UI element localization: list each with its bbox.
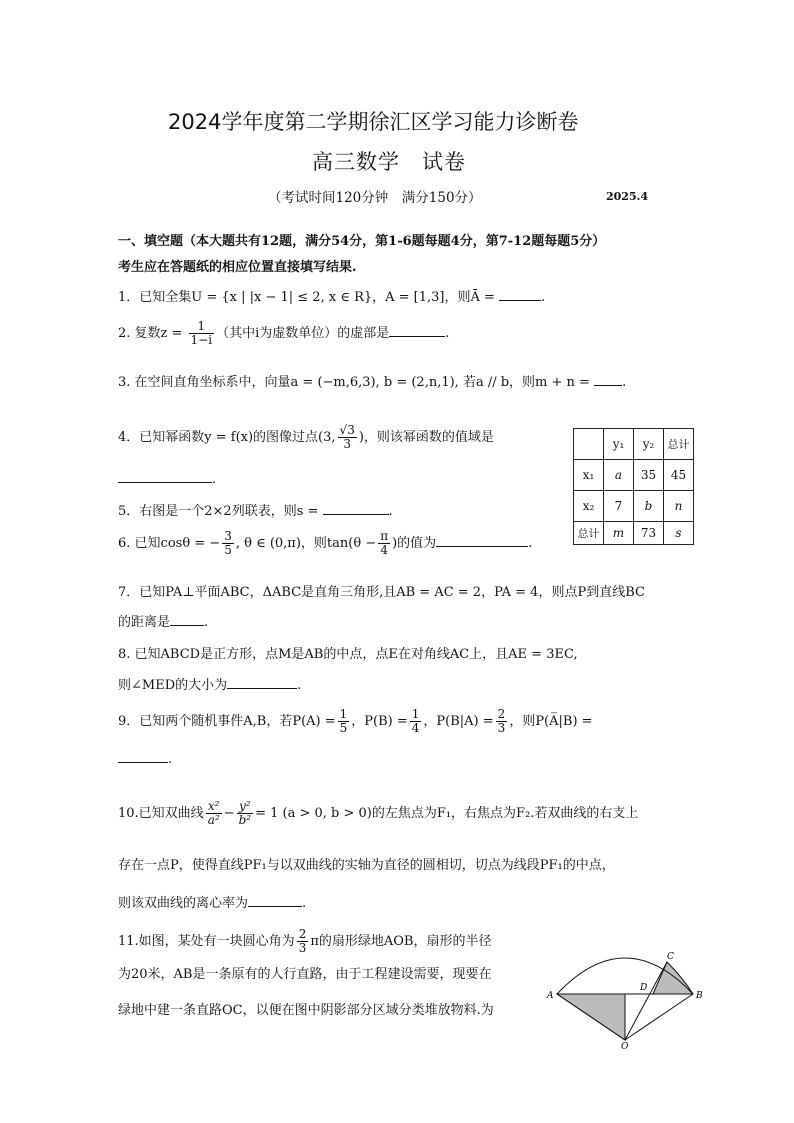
fraction-denominator: 5 (339, 721, 348, 735)
table-cell: 7 (604, 491, 634, 522)
question-7-line1: 7．已知PA⊥平面ABC，ΔABC是直角三角形,且AB = AC = 2，PA = 4，则点P到直线BC (118, 585, 645, 600)
question-8-line1: 8. 已知ABCD是正方形，点M是AB的中点，点E在对角线AC上，且AE = 3EC, (118, 647, 578, 662)
fraction (297, 928, 309, 955)
table-cell: n (664, 491, 694, 522)
question-9-mid1: ，P(B) = (351, 714, 408, 729)
question-3-text: 3. 在空间直角坐标系中，向量a = (−m,6,3), b = (2,n,1), 若a // b，则m + n = (118, 375, 595, 390)
exam-title: 2024学年度第二学期徐汇区学习能力诊断卷 (168, 110, 579, 134)
question-5: 5．右图是一个2×2列联表，则s = . (118, 504, 393, 519)
fraction-numerator: √3 (339, 423, 355, 437)
question-4 (118, 424, 494, 451)
fraction-denominator: 5 (224, 543, 232, 557)
fraction-denominator: 3 (298, 941, 307, 955)
question-3: 3. 在空间直角坐标系中，向量a = (−m,6,3), b = (2,n,1), 若a // b，则m + n = . (118, 375, 627, 390)
point-label-b: B (696, 991, 703, 1001)
fraction-denominator: 3 (497, 721, 506, 735)
table-cell: m (604, 522, 634, 545)
fraction (338, 708, 350, 735)
table-header-cell (574, 429, 604, 460)
fraction (410, 708, 422, 735)
fraction-numerator: y² (237, 800, 254, 814)
fraction-numerator: x² (206, 800, 222, 814)
table-cell: 45 (664, 460, 694, 491)
contingency-table (573, 428, 694, 545)
table-cell: x₂ (574, 491, 604, 522)
table-cell: 35 (634, 460, 664, 491)
question-4-blank-line: . (118, 470, 216, 489)
answer-blank (436, 534, 528, 547)
question-11-cont2 (118, 1002, 494, 1020)
exam-info: （考试时间120分钟 满分150分） (268, 190, 482, 206)
fraction (496, 708, 508, 735)
answer-blank (170, 613, 204, 626)
section-heading: 一、填空题（本大题共有12题，满分54分，第1-6题每题4分，第7-12题每题5分） (118, 234, 606, 249)
question-6-mid: , θ ∈ (0,π)，则tan(θ − (235, 536, 377, 551)
point-label-c: C (667, 952, 674, 962)
answer-blank (389, 324, 445, 337)
answer-blank (118, 750, 168, 763)
table-cell: a (604, 460, 634, 491)
question-11 (118, 928, 491, 955)
question-11-line3: 绿地中建一条直路OC，以便在图中阴影部分区域分类堆放物料.为 (118, 1003, 494, 1018)
question-10-line3: 则该双曲线的离心率为 (118, 896, 249, 911)
answer-blank (499, 288, 541, 301)
question-10-cont (118, 857, 615, 875)
fraction-denominator: 4 (380, 543, 388, 557)
answer-blank (118, 470, 212, 483)
question-8 (118, 646, 578, 664)
question-7 (118, 584, 645, 602)
question-10-post: = 1 (a > 0, b > 0)的左焦点为F₁，右焦点为F₂.若双曲线的右支上 (255, 806, 639, 821)
fraction-numerator: π (380, 529, 389, 543)
question-8-cont: 则∠MED的大小为 . (118, 678, 302, 693)
fraction (237, 800, 254, 827)
question-2-pre: 2. 复数z = (118, 326, 187, 341)
path-oc (625, 962, 667, 1040)
fraction-numerator: 1 (339, 707, 348, 721)
table-cell: 总计 (574, 522, 604, 545)
sector-figure (543, 942, 713, 1052)
question-11-line2: 为20米，AB是一条原有的人行直路，由于工程建设需要，现要在 (118, 967, 492, 982)
question-10-cont2: 则该双曲线的离心率为 . (118, 896, 307, 911)
table-cell: 73 (634, 522, 664, 545)
question-6-post: )的值为 (392, 536, 437, 551)
question-10-minus: − (223, 806, 235, 821)
point-label-d: D (640, 983, 648, 993)
fraction (206, 800, 222, 827)
question-2-post: （其中i为虚数单位）的虚部是 (216, 326, 390, 341)
radius-ob (625, 994, 693, 1040)
question-9-post: ，则P(A̅|B) = (509, 714, 593, 729)
answer-blank (594, 373, 622, 386)
question-10 (118, 800, 638, 827)
fraction-denominator: 3 (343, 437, 351, 451)
question-1: 1．已知全集U = {x | |x − 1| ≤ 2, x ∈ R}，A = [1,3]，则Ā = . (118, 290, 546, 305)
table-header-cell: 总计 (664, 429, 694, 460)
question-10-line2: 存在一点P，使得直线PF₁与以双曲线的实轴为直径的圆相切，切点为线段PF₁的中点， (118, 858, 615, 873)
table-cell: s (664, 522, 694, 545)
answer-blank (227, 676, 297, 689)
question-1-text: 1．已知全集U = {x | |x − 1| ≤ 2, x ∈ R}，A = [1,3]，则Ā = (118, 290, 500, 305)
question-6-pre: 6. 已知cosθ = − (118, 536, 221, 551)
fraction-denominator: a² (207, 813, 220, 827)
question-2: 2. 复数z = $\frac{1}{1-i}$ （其中i为虚数单位）的虚部是 . (118, 319, 450, 347)
question-9-mid2: ，P(B|A) = (423, 714, 494, 729)
question-6: 6. 已知cosθ = − $\frac{3}{5}$ , θ ∈ (0,π)，则tan(θ − $\frac{\pi}{4}$ )的值为 . (118, 529, 533, 557)
table-cell: b (634, 491, 664, 522)
question-7-line2: 的距离是 (118, 615, 171, 630)
answer-blank (323, 502, 389, 515)
question-9-blank-line: . (118, 750, 172, 769)
question-9-pre: 9．已知两个随机事件A,B，若P(A) = (118, 714, 336, 729)
fraction-numerator: 1 (189, 320, 215, 334)
fraction-numerator: 3 (224, 529, 232, 543)
question-4-pre: 4．已知幂函数y = f(x)的图像过点(3, (118, 430, 336, 445)
fraction-numerator: 1 (411, 707, 420, 721)
exam-date: 2025.4 (606, 190, 649, 203)
fraction (222, 530, 234, 557)
point-label-a: A (547, 991, 554, 1001)
question-11-pre: 11.如图，某处有一块圆心角为 (118, 934, 295, 949)
question-8-line2: 则∠MED的大小为 (118, 678, 228, 693)
question-5-text: 5．右图是一个2×2列联表，则s = (118, 504, 323, 519)
fraction (338, 424, 357, 451)
answer-blank (248, 894, 302, 907)
fraction (189, 320, 215, 347)
fraction (378, 530, 390, 557)
question-9 (118, 708, 593, 735)
point-label-o: O (621, 1042, 629, 1052)
fraction-numerator: 2 (497, 707, 506, 721)
question-7-cont: 的距离是 . (118, 615, 209, 630)
fraction-numerator: 2 (298, 927, 307, 941)
question-10-pre: 10.已知双曲线 (118, 806, 204, 821)
fraction-denominator: b² (238, 813, 252, 827)
table-cell: x₁ (574, 460, 604, 491)
table-header-cell: y₁ (604, 429, 634, 460)
exam-subtitle: 高三数学 试卷 (312, 150, 466, 174)
question-11-cont (118, 966, 491, 984)
question-11-post: π的扇形绿地AOB，扇形的半径 (310, 934, 492, 949)
question-4-post: )，则该幂函数的值域是 (358, 430, 494, 445)
section-instruction: 考生应在答题纸的相应位置直接填写结果. (118, 260, 357, 275)
table-header-cell: y₂ (634, 429, 664, 460)
fraction-denominator: 1−i (190, 333, 213, 347)
fraction-denominator: 4 (411, 721, 420, 735)
